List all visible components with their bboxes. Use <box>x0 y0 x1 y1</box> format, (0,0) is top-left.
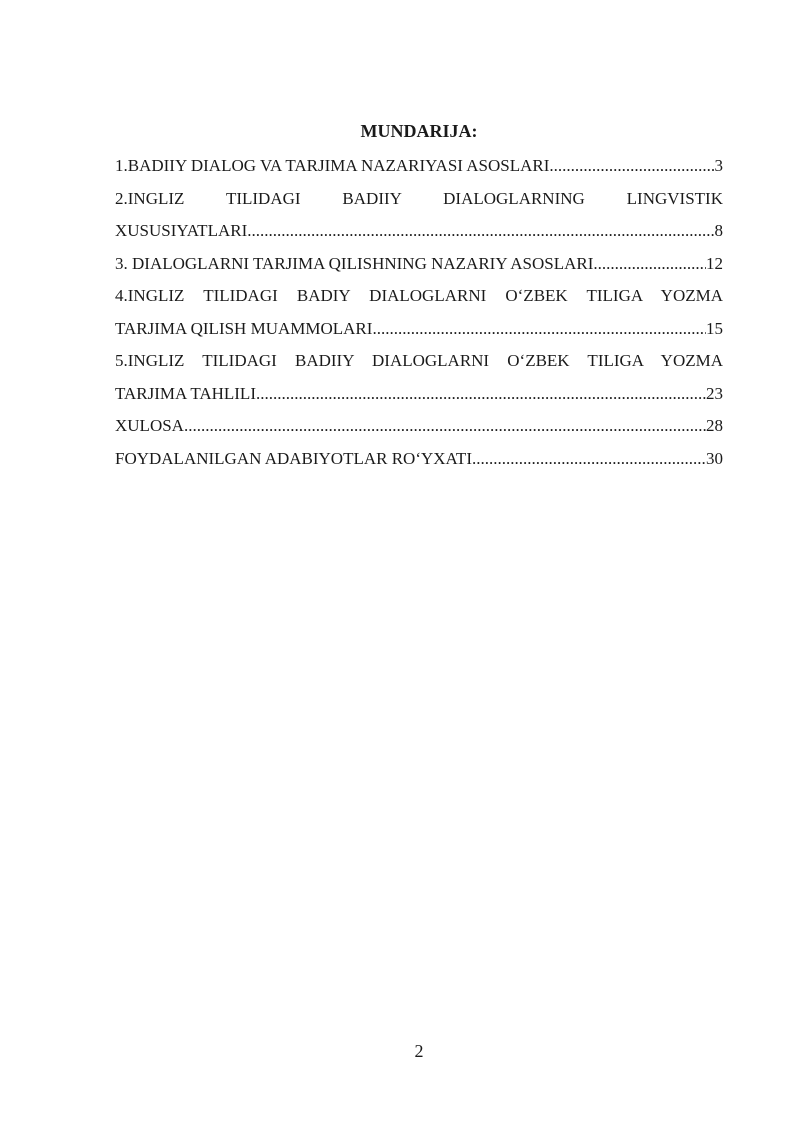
toc-leader-dots <box>256 378 706 411</box>
toc-entry-4[interactable] <box>115 313 723 346</box>
toc-entry-6[interactable] <box>115 410 723 443</box>
toc-entry-6-page: 28 <box>706 416 723 435</box>
toc-entry-5-page: 23 <box>706 383 723 403</box>
page-number: 2 <box>414 1041 424 1061</box>
toc-leader-dots <box>472 443 706 476</box>
toc-entry-5-line-1[interactable]: 5.INGLIZ TILIDAGI BADIIY DIALOGLARNI O‘ZBEK TILIGA YOZMA <box>115 351 723 370</box>
toc-entry-4-line-1[interactable]: 4.INGLIZ TILIDAGI BADIY DIALOGLARNI O‘ZBEK TILIGA YOZMA <box>115 286 723 305</box>
toc-entry-3-page: 12 <box>706 253 723 273</box>
toc-entry-3-text: 3. DIALOGLARNI TARJIMA QILISHNING NAZARIY ASOSLARI <box>115 253 594 273</box>
toc-entry-1-text: 1.BADIIY DIALOG VA TARJIMA NAZARIYASI ASOSLARI <box>115 156 550 175</box>
toc-entry-7-text: FOYDALANILGAN ADABIYOTLAR RO‘YXATI <box>115 448 472 468</box>
toc-entry-2-line-1[interactable]: 2.INGLIZ TILIDAGI BADIIY DIALOGLARNING LINGVISTIK <box>115 188 723 208</box>
toc-title: MUNDARIJA: <box>360 121 478 141</box>
toc-entry-1-page: 3 <box>714 156 723 175</box>
toc-entry-7-page: 30 <box>706 448 723 468</box>
toc-entry-7[interactable] <box>115 443 723 476</box>
toc-entry-5-text: TARJIMA TAHLILI <box>115 383 256 403</box>
toc-leader-dots <box>549 150 714 183</box>
toc-entry-3[interactable] <box>115 248 723 281</box>
toc-leader-dots <box>247 215 714 248</box>
toc-leader-dots <box>593 248 706 281</box>
toc-entry-2-text: XUSUSIYATLARI <box>115 221 248 240</box>
toc-entry-4-page: 15 <box>706 318 723 338</box>
toc-entry-2[interactable] <box>115 215 723 248</box>
toc-entry-1[interactable] <box>115 150 723 183</box>
toc-leader-dots <box>372 313 706 346</box>
table-of-contents <box>115 150 723 475</box>
toc-entry-4-text: TARJIMA QILISH MUAMMOLARI <box>115 318 373 338</box>
toc-entry-6-text: XULOSA <box>115 416 184 435</box>
toc-entry-2-page: 8 <box>714 221 723 240</box>
toc-leader-dots <box>184 410 706 443</box>
toc-entry-5[interactable] <box>115 378 723 411</box>
